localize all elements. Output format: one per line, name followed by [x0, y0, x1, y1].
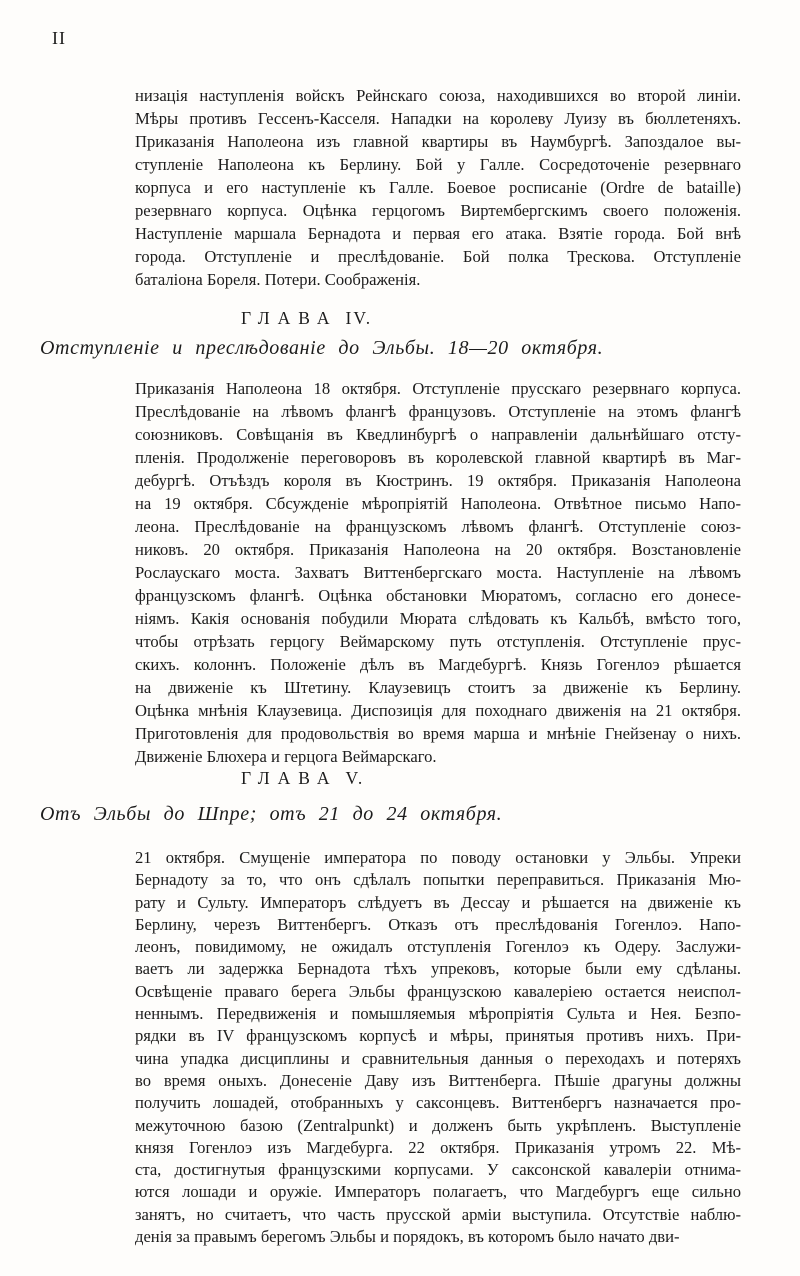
text-line: князя Гогенлоэ изъ Магдебурга. 22 октября. Приказанія утромъ 22. Мѣ-: [135, 1137, 741, 1157]
text-line: ста, достигнутыя французскими корпусами. У саксонской кавалеріи отнима-: [135, 1160, 741, 1180]
text-line: Приказанія Наполеона изъ главной квартиры въ Наумбургѣ. Запоздалое вы-: [135, 132, 741, 151]
text-line: леона. Преслѣдованіе на французскомъ лѣвомъ флангѣ. Отступленіе союз-: [135, 517, 741, 536]
chapter5-heading-number: V.: [345, 768, 365, 788]
text-line: рату и Сульту. Императоръ слѣдуетъ въ Дессау и рѣшается на движеніе къ: [135, 892, 741, 912]
text-line: никовъ. 20 октября. Приказанія Наполеона на 20 октября. Возстановленіе: [135, 540, 741, 559]
text-line: Берлину, черезъ Виттенбергъ. Отказъ отъ преслѣдованія Гогенлоэ. Напо-: [135, 914, 741, 934]
text-line: получить лошадей, отобранныхъ у саксонцевъ. Виттенбергъ назначается про-: [135, 1093, 741, 1113]
text-line: Бернадоту за то, что онъ сдѣлалъ попытки переправиться. Приказанія Мю-: [135, 870, 741, 890]
page-number: II: [52, 28, 66, 48]
chapter5-title: Отъ Эльбы до Шпре; отъ 21 до 24 октября.: [40, 803, 503, 825]
chapter3-summary-continuation: [135, 84, 741, 291]
text-line: на 19 октября. Сбсужденіе мѣропріятій Наполеона. Отвѣтное письмо Напо-: [135, 494, 741, 513]
chapter4-title: Отступленіе и преслѣдованіе до Эльбы. 18—20 октября.: [40, 337, 604, 359]
text-line: города. Отступленіе и преслѣдованіе. Бой полка Трескова. Отступленіе: [135, 247, 741, 266]
chapter4-summary: [135, 377, 741, 768]
text-line: денія за правымъ берегомъ Эльбы и порядокъ, въ которомъ было начато дви-: [135, 1227, 680, 1247]
text-line: ваетъ ли задержка Бернадота тѣхъ упрековъ, которые были ему сдѣланы.: [135, 959, 741, 979]
text-line: баталіона Бореля. Потери. Соображенія.: [135, 270, 421, 289]
text-line: резервнаго корпуса. Оцѣнка герцогомъ Виртембергскимъ своего положенія.: [135, 201, 741, 220]
text-line: рядки въ IV французскомъ корпусѣ и мѣры, принятыя противъ нихъ. При-: [135, 1026, 741, 1046]
text-line: союзниковъ. Совѣщанія въ Кведлинбургѣ о направленіи дальнѣйшаго отсту-: [135, 425, 741, 444]
chapter4-heading-number: IV.: [345, 308, 373, 328]
text-line: французскомъ флангѣ. Оцѣнка обстановки Мюратомъ, согласно его донесе-: [135, 586, 741, 605]
text-line: Наступленіе маршала Бернадота и первая его атака. Взятіе города. Бой внѣ: [135, 224, 741, 243]
text-line: низація наступленія войскъ Рейнскаго союза, находившихся во второй линіи.: [135, 86, 741, 105]
text-line: Рослаускаго моста. Захватъ Виттенбергскаго моста. Наступленіе на лѣвомъ: [135, 563, 741, 582]
text-line: чина упадка дисциплины и сравнительныя данныя о переходахъ и потеряхъ: [135, 1048, 741, 1068]
text-line: Оцѣнка мнѣнія Клаузевица. Диспозиція для походнаго движенія на 21 октября.: [135, 701, 741, 720]
chapter5-summary: [135, 847, 741, 1248]
text-line: во время оныхъ. Донесеніе Даву изъ Виттенберга. Пѣшіе драгуны должны: [135, 1070, 741, 1090]
text-line: Освѣщеніе праваго берега Эльбы французскою кавалеріею остается неиспол-: [135, 981, 741, 1001]
text-line: Приказанія Наполеона 18 октября. Отступленіе прусскаго резервнаго корпуса.: [135, 379, 741, 398]
chapter5-heading: [241, 768, 364, 789]
text-line: леонъ, повидимому, не ожидалъ отступленія Гогенлоэ къ Одеру. Заслужи-: [135, 937, 741, 957]
text-line: межуточною базою (Zentralpunkt) и долженъ быть укрѣпленъ. Выступленіе: [135, 1115, 741, 1135]
text-line: ются лошади и оружіе. Императоръ полагаетъ, что Магдебургъ еще сильно: [135, 1182, 741, 1202]
text-line: Приготовленія для продовольствія во время марша и мнѣніе Гнейзенау о нихъ.: [135, 724, 741, 743]
text-line: чтобы отрѣзать герцогу Веймарскому путь отступленія. Отступленіе прус-: [135, 632, 741, 651]
text-line: Движеніе Блюхера и герцога Веймарскаго.: [135, 747, 437, 766]
text-line: занятъ, но считаетъ, что часть прусской арміи выступила. Отсутствіе наблю-: [135, 1204, 741, 1224]
text-line: ніямъ. Какія основанія побудили Мюрата слѣдовать къ Кальбѣ, вмѣсто того,: [135, 609, 741, 628]
text-line: пленія. Продолженіе переговоровъ въ королевской главной квартирѣ въ Маг-: [135, 448, 741, 467]
chapter4-heading-word: ГЛАВА: [241, 308, 338, 328]
text-line: скихъ. колоннъ. Положеніе дѣлъ въ Магдебургѣ. Князь Гогенлоэ рѣшается: [135, 655, 741, 674]
text-line: Преслѣдованіе на лѣвомъ флангѣ французовъ. Отступленіе на этомъ флангѣ: [135, 402, 741, 421]
text-line: корпуса и его наступленіе къ Галле. Боевое росписаніе (Ordre de bataille): [135, 178, 741, 197]
text-line: ступленіе Наполеона къ Берлину. Бой у Галле. Сосредоточеніе резервнаго: [135, 155, 741, 174]
text-line: 21 октября. Смущеніе императора по поводу остановки у Эльбы. Упреки: [135, 848, 741, 867]
chapter4-heading: [241, 308, 372, 329]
chapter5-heading-word: ГЛАВА: [241, 768, 338, 788]
text-line: Мѣры противъ Гессенъ-Касселя. Нападки на королеву Луизу въ бюллетеняхъ.: [135, 109, 741, 128]
text-line: дебургѣ. Отъѣздъ короля въ Кюстринъ. 19 октября. Приказанія Наполеона: [135, 471, 741, 490]
text-line: на движеніе къ Штетину. Клаузевицъ стоитъ за движеніе къ Берлину.: [135, 678, 741, 697]
text-line: неннымъ. Передвиженія и помышляемыя мѣропріятія Сульта и Нея. Безпо-: [135, 1004, 741, 1024]
